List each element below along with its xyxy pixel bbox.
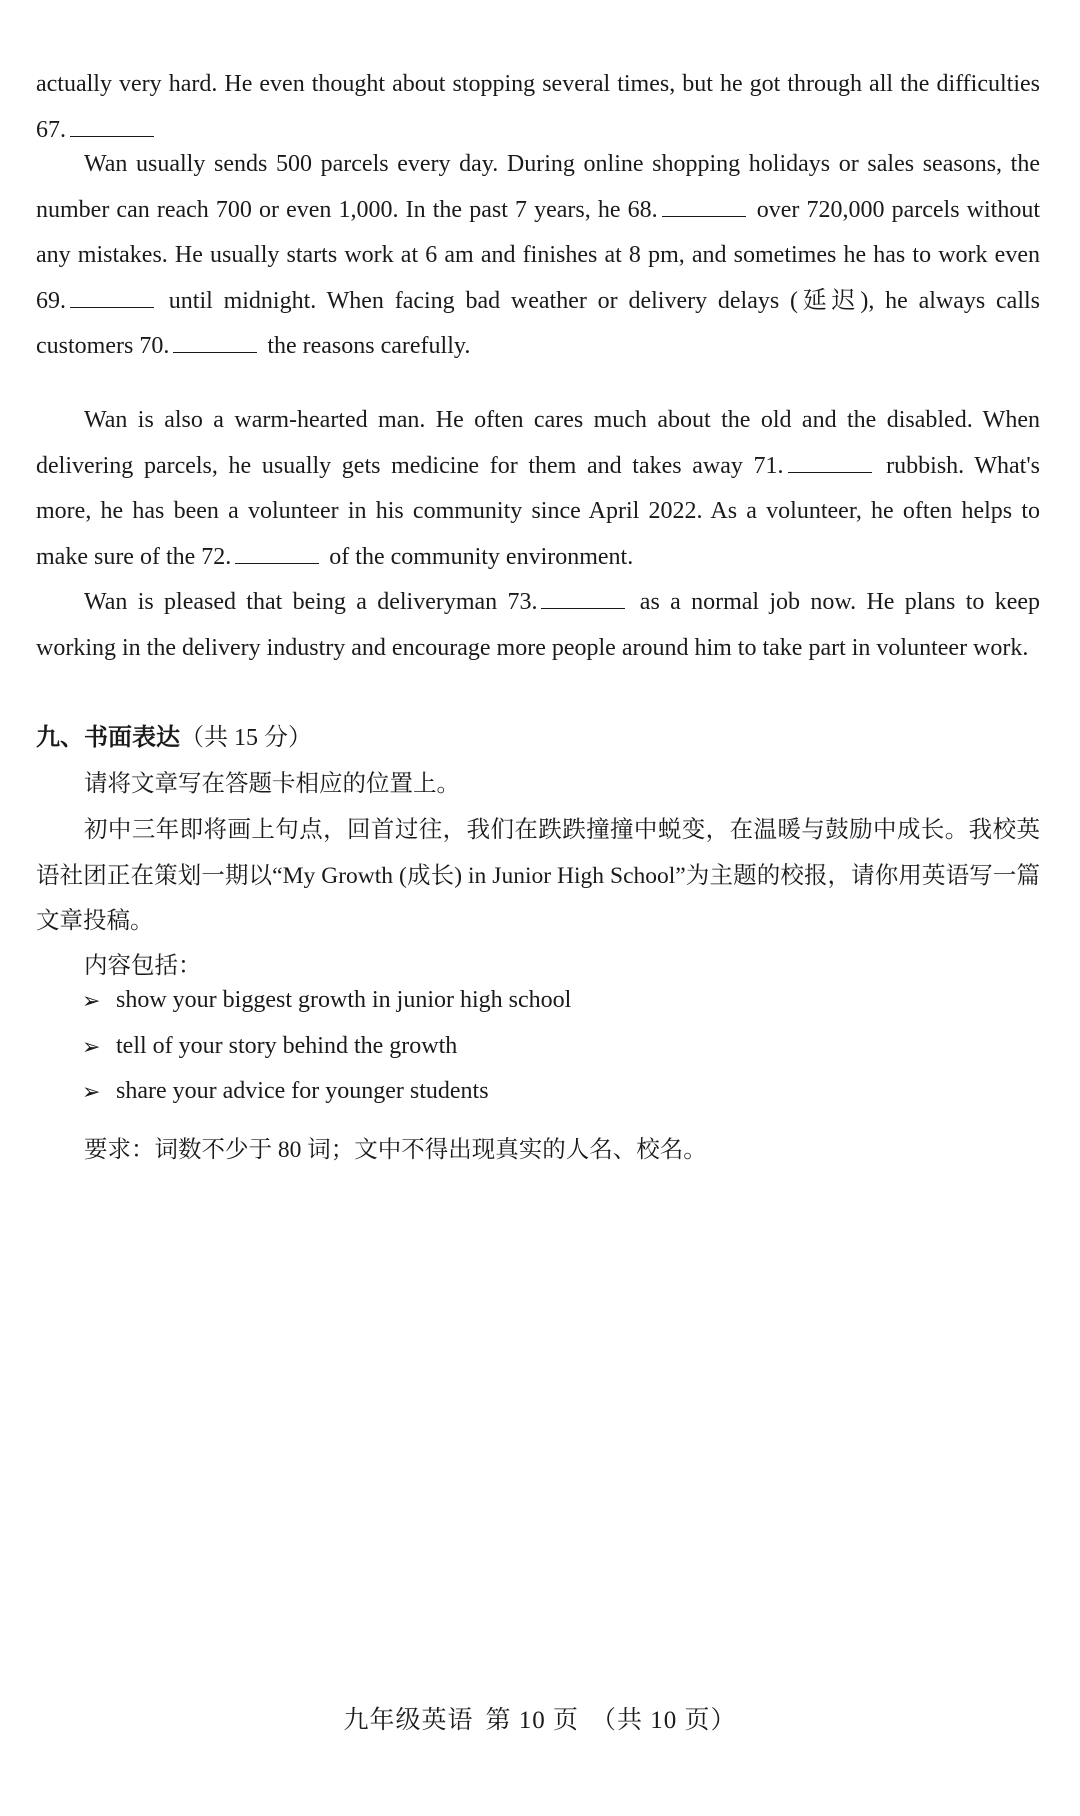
passage-paragraph-1 bbox=[36, 62, 1040, 153]
passage-text: as a normal job now. He plans to keep working in the delivery industry and encourage more people around him to take part in volunteer work. bbox=[36, 589, 1040, 661]
writing-requirement: 要求：词数不少于 80 词；文中不得出现真实的人名、校名。 bbox=[84, 1137, 707, 1163]
content-label: 内容包括： bbox=[84, 953, 202, 979]
writing-instruction: 请将文章写在答题卡相应的位置上。 bbox=[84, 771, 460, 797]
passage-text: actually very hard. He even thought about stopping several times, but he got through all the difficulties bbox=[36, 71, 1040, 97]
passage-text: rubbish. What's more, he has been a volunteer in his community since April 2022. As a volunteer, he often helps to make sure of the bbox=[36, 452, 1041, 570]
arrowhead-bullet-icon: ➢ bbox=[82, 988, 101, 1013]
answer-blank-69[interactable] bbox=[70, 306, 154, 308]
answer-blank-72[interactable] bbox=[235, 562, 319, 564]
footer-subject: 九年级英语 bbox=[343, 1707, 474, 1734]
page-footer bbox=[0, 1700, 1080, 1736]
passage-text: Wan is also a warm-hearted man. He often cares much about the old and the disabled. When delivering parcels, he usually gets medicine for them and takes away bbox=[36, 407, 1040, 479]
content-bullet-list bbox=[82, 978, 571, 1115]
list-item bbox=[82, 978, 571, 1024]
section-score: （共 15 分） bbox=[180, 725, 312, 751]
passage-text: until midnight. When facing bad weather or delivery delays (延迟), he always calls customers bbox=[36, 287, 1040, 359]
passage-paragraph-3 bbox=[36, 398, 1040, 580]
bullet-text: tell of your story behind the growth bbox=[116, 1032, 458, 1059]
question-67-number: 67. bbox=[36, 116, 66, 143]
question-71-number: 71. bbox=[753, 452, 784, 479]
passage-text: Wan is pleased that being a deliveryman bbox=[84, 589, 508, 615]
bullet-text: show your biggest growth in junior high school bbox=[116, 987, 572, 1013]
passage-text: Wan usually sends 500 parcels every day. During online shopping holidays or sales seasons, the number can reach 700 or even 1,000. In the past 7 years, he bbox=[36, 151, 1040, 223]
question-69-number: 69. bbox=[36, 287, 66, 314]
section-title: 九、书面表达 bbox=[36, 725, 180, 751]
writing-prompt: 初中三年即将画上句点，回首过往，我们在跌跌撞撞中蜕变，在温暖与鼓励中成长。我校英语社团正在策划一期以“My Growth (成长) in Junior High School”为主题的校报，请你用英语写一篇文章投稿。 bbox=[36, 817, 1040, 934]
list-item bbox=[82, 1069, 571, 1115]
answer-blank-68[interactable] bbox=[662, 215, 746, 217]
answer-blank-70[interactable] bbox=[173, 351, 257, 353]
passage-paragraph-4 bbox=[36, 580, 1040, 671]
footer-page-total: （共 10 页） bbox=[591, 1707, 737, 1734]
answer-blank-67[interactable] bbox=[70, 135, 154, 137]
passage-text: the reasons carefully. bbox=[261, 333, 471, 359]
answer-blank-73[interactable] bbox=[541, 607, 625, 609]
writing-section-heading bbox=[36, 716, 312, 761]
bullet-text: share your advice for younger students bbox=[116, 1078, 489, 1104]
arrowhead-bullet-icon: ➢ bbox=[82, 1033, 101, 1059]
footer-page-number: 第 10 页 bbox=[485, 1707, 579, 1734]
answer-blank-71[interactable] bbox=[788, 471, 872, 473]
list-item bbox=[82, 1024, 571, 1070]
passage-text: over 720,000 parcels without any mistakes. He usually starts work at 6 am and finishes at 8 pm, and sometimes he has to work even bbox=[36, 196, 1041, 268]
question-70-number: 70. bbox=[139, 333, 170, 359]
question-73-number: 73. bbox=[507, 589, 538, 615]
passage-text: of the community environment. bbox=[323, 543, 634, 570]
passage-paragraph-2 bbox=[36, 142, 1040, 370]
arrowhead-bullet-icon: ➢ bbox=[82, 1079, 101, 1104]
question-72-number: 72. bbox=[201, 543, 232, 570]
question-68-number: 68. bbox=[627, 196, 658, 223]
